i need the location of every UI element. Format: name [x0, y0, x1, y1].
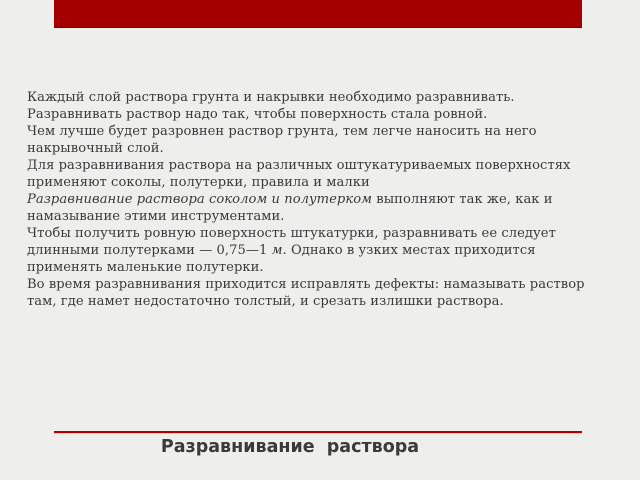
- top-accent-bar: [54, 0, 582, 27]
- top-accent-bar-edge: [54, 27, 582, 28]
- paragraph-6: Во время разравнивания приходится исправлять дефекты: намазывать раствор там, где намет недостаточно толстый, и срезать излишки раствора.: [27, 277, 585, 309]
- slide-body-text: [27, 89, 587, 310]
- paragraph-2: Чем лучше будет разровнен раствор грунта, тем легче наносить на него накрывочный слой.: [27, 124, 537, 156]
- paragraph-5-text: Чтобы получить ровную поверхность штукатурки, разравнивать ее следует длинными полутерками — 0,75—1: [27, 226, 556, 258]
- paragraph-4: [27, 191, 587, 225]
- bottom-divider-shadow: [54, 433, 582, 434]
- paragraph-5: [27, 225, 587, 276]
- paragraph-5-unit: м: [271, 243, 283, 258]
- paragraph-5-text-after: . Однако в узких местах приходится применять маленькие полутерки.: [27, 243, 536, 275]
- paragraph-3: Для разравнивания раствора на различных оштукатуриваемых поверхностях применяют соколы, полутерки, правила и малки: [27, 158, 571, 190]
- slide-title: Разравнивание раствора: [160, 437, 420, 457]
- paragraph-4-rest: выполняют так же, как и намазывание этими инструментами.: [27, 192, 553, 224]
- paragraph-1: Каждый слой раствора грунта и накрывки необходимо разравнивать. Разравнивать раствор надо так, чтобы поверхность стала ровной.: [27, 90, 515, 122]
- paragraph-4-italic-lead: Разравнивание раствора соколом и полутерком: [27, 192, 373, 207]
